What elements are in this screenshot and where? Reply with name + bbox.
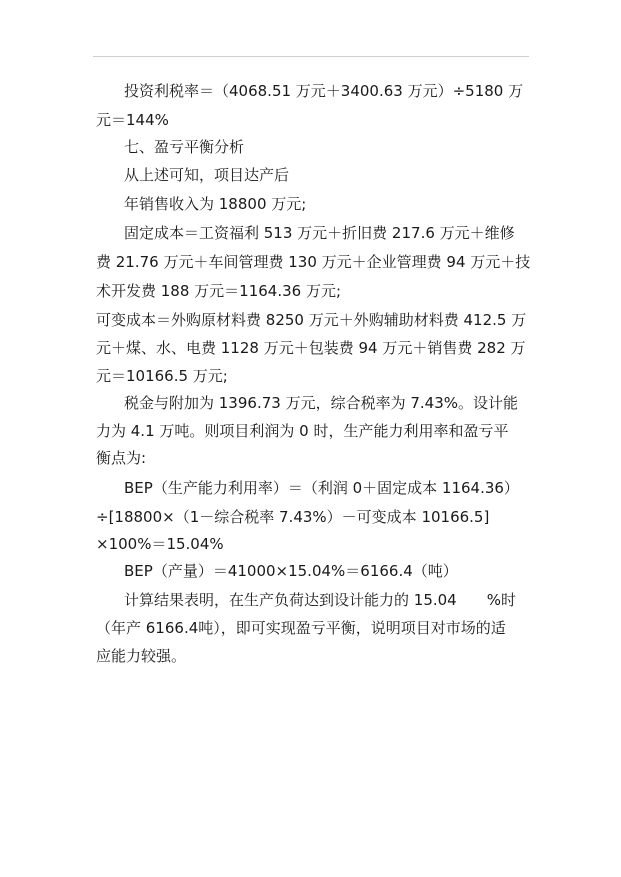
formula-line: BEP（生产能力利用率）＝（利润 0＋固定成本 1164.36） [124, 479, 519, 497]
text-line: 可变成本＝外购原材料费 8250 万元＋外购辅助材料费 412.5 万 [96, 311, 527, 329]
text-line: 投资利税率＝（4068.51 万元＋3400.63 万元）÷5180 万 [124, 82, 524, 100]
text-line: 应能力较强。 [96, 647, 187, 665]
formula-line: ×100%＝15.04% [96, 535, 224, 553]
text-line: 元＋煤、水、电费 1128 万元＋包装费 94 万元＋销售费 282 万 [96, 339, 526, 357]
text-line: 税金与附加为 1396.73 万元，综合税率为 7.43%。设计能 [124, 394, 518, 412]
text-line: 衡点为: [96, 449, 147, 467]
text-line: （年产 6166.4吨），即可实现盈亏平衡，说明项目对市场的适 [96, 619, 506, 637]
formula-line: ÷[18800×（1－综合税率 7.43%）－可变成本 10166.5] [96, 508, 490, 526]
text-line: 固定成本＝工资福利 513 万元＋折旧费 217.6 万元＋维修 [124, 224, 515, 242]
header-rule [93, 56, 529, 57]
text-line: 元＝144% [96, 111, 169, 129]
section-heading: 七、盈亏平衡分析 [124, 138, 245, 156]
text-line: 计算结果表明，在生产负荷达到设计能力的 15.04 %时 [124, 591, 516, 609]
formula-line: BEP（产量）＝41000×15.04%＝6166.4（吨） [124, 562, 458, 580]
text-line: 从上述可知，项目达产后 [124, 166, 290, 184]
text-line: 元＝10166.5 万元; [96, 367, 228, 385]
text-line: 术开发费 188 万元＝1164.36 万元; [96, 282, 342, 300]
text-line: 费 21.76 万元＋车间管理费 130 万元＋企业管理费 94 万元＋技 [96, 253, 531, 271]
text-line: 年销售收入为 18800 万元; [124, 195, 307, 213]
text-line: 力为 4.1 万吨。则项目利润为 0 时，生产能力利用率和盈亏平 [96, 422, 509, 440]
